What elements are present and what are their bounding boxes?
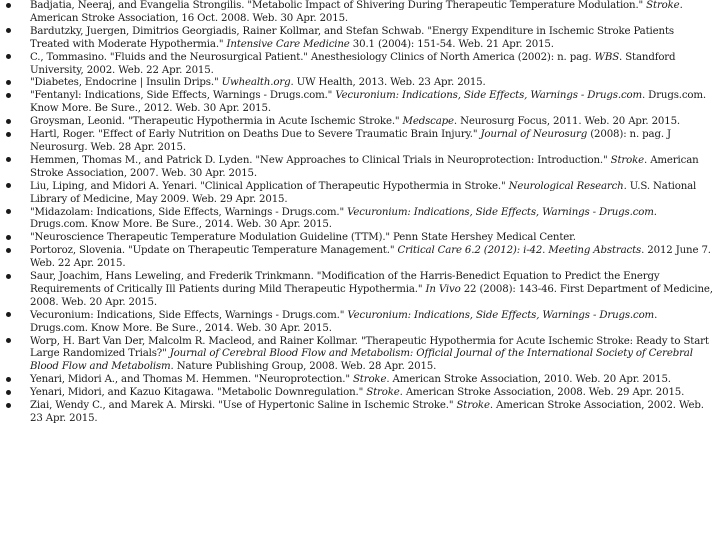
reference-item: Yenari, Midori, and Kazuo Kitagawa. "Metabolic Downregulation." Stroke. American Stroke Association, 2008. Web. 29 Apr. 2015. bbox=[0, 387, 714, 400]
reference-item: "Fentanyl: Indications, Side Effects, Warnings - Drugs.com." Vecuronium: Indications, Side Effects, Warnings - Drugs.com. Drugs.com. Know More. Be Sure., 2012. Web. 30 Apr. 2015. bbox=[0, 90, 714, 116]
reference-item: Liu, Liping, and Midori A. Yenari. "Clinical Application of Therapeutic Hypothermia in Stroke." Neurological Research. U.S. National Library of Medicine, May 2009. Web. 29 Apr. 2015. bbox=[0, 181, 714, 207]
reference-item: Portoroz, Slovenia. "Update on Therapeutic Temperature Management." Critical Care 6.2 (2012): i-42. Meeting Abstracts. 2012 June 7. Web. 22 Apr. 2015. bbox=[0, 245, 714, 271]
reference-item: Yenari, Midori A., and Thomas M. Hemmen. "Neuroprotection." Stroke. American Stroke Association, 2010. Web. 20 Apr. 2015. bbox=[0, 374, 714, 387]
bullet-icon bbox=[6, 28, 11, 33]
bullet-icon bbox=[6, 119, 11, 124]
bullet-icon bbox=[6, 183, 11, 188]
reference-item: Badjatia, Neeraj, and Evangelia Strongilis. "Metabolic Impact of Shivering During Therapeutic Temperature Modulation." Stroke. American Stroke Association, 16 Oct. 2008. Web. 30 Apr. 2015. bbox=[0, 0, 714, 26]
reference-item: Hemmen, Thomas M., and Patrick D. Lyden. "New Approaches to Clinical Trials in Neuroprotection: Introduction." Stroke. American Stroke Association, 2007. Web. 30 Apr. 2015. bbox=[0, 155, 714, 181]
bullet-icon bbox=[6, 93, 11, 98]
reference-item: Saur, Joachim, Hans Leweling, and Frederik Trinkmann. "Modification of the Harris-Benedict Equation to Predict the Energy Requirements of Critically Ill Patients during Mild Therapeutic Hypothermia." In Vivo 22 (2008): 143-46. First Department of Medicine, 2008. Web. 20 Apr. 2015. bbox=[0, 271, 714, 310]
bullet-icon bbox=[6, 403, 11, 408]
reference-item: Bardutzky, Juergen, Dimitrios Georgiadis, Rainer Kollmar, and Stefan Schwab. "Energy Expenditure in Ischemic Stroke Patients Treated with Moderate Hypothermia." Intensive Care Medicine 30.1 (2004): 151-54. Web. 21 Apr. 2015. bbox=[0, 26, 714, 52]
bullet-icon bbox=[6, 312, 11, 317]
bullet-icon bbox=[6, 157, 11, 162]
reference-item: "Diabetes, Endocrine | Insulin Drips." Uwhealth.org. UW Health, 2013. Web. 23 Apr. 2015. bbox=[0, 77, 714, 90]
bullet-icon bbox=[6, 132, 11, 137]
bullet-icon bbox=[6, 80, 11, 85]
reference-item: "Neuroscience Therapeutic Temperature Modulation Guideline (TTM)." Penn State Hershey Medical Center. bbox=[0, 232, 714, 245]
bullet-icon bbox=[6, 390, 11, 395]
bullet-icon bbox=[6, 338, 11, 343]
reference-item: Groysman, Leonid. "Therapeutic Hypothermia in Acute Ischemic Stroke." Medscape. Neurosurg Focus, 2011. Web. 20 Apr. 2015. bbox=[0, 116, 714, 129]
reference-item: Vecuronium: Indications, Side Effects, Warnings - Drugs.com." Vecuronium: Indications, Side Effects, Warnings - Drugs.com. Drugs.com. Know More. Be Sure., 2014. Web. 30 Apr. 2015. bbox=[0, 310, 714, 336]
bullet-icon bbox=[6, 54, 11, 59]
reference-item: C., Tommasino. "Fluids and the Neurosurgical Patient." Anesthesiology Clinics of North America (2002): n. pag. WBS. Standford University, 2002. Web. 22 Apr. 2015. bbox=[0, 52, 714, 78]
bullet-icon bbox=[6, 209, 11, 214]
bullet-icon bbox=[6, 274, 11, 279]
bullet-icon bbox=[6, 235, 11, 240]
reference-item: Ziai, Wendy C., and Marek A. Mirski. "Use of Hypertonic Saline in Ischemic Stroke." Stroke. American Stroke Association, 2002. Web. 23 Apr. 2015. bbox=[0, 400, 714, 426]
reference-item: "Midazolam: Indications, Side Effects, Warnings - Drugs.com." Vecuronium: Indications, Side Effects, Warnings - Drugs.com. Drugs.com. Know More. Be Sure., 2014. Web. 30 Apr. 2015. bbox=[0, 207, 714, 233]
bullet-icon bbox=[6, 248, 11, 253]
reference-item: Worp, H. Bart Van Der, Malcolm R. Macleod, and Rainer Kollmar. "Therapeutic Hypothermia for Acute Ischemic Stroke: Ready to Start Large Randomized Trials?" Journal of Cerebral Blood Flow and Metabolism: Official Journal of the International Society of Cerebral Blood Flow and Metabolism. Nature Publishing Group, 2008. Web. 28 Apr. 2015. bbox=[0, 336, 714, 375]
bullet-icon bbox=[6, 3, 11, 8]
reference-item: Hartl, Roger. "Effect of Early Nutrition on Deaths Due to Severe Traumatic Brain Injury." Journal of Neurosurg (2008): n. pag. J Neurosurg. Web. 28 Apr. 2015. bbox=[0, 129, 714, 155]
bullet-icon bbox=[6, 377, 11, 382]
